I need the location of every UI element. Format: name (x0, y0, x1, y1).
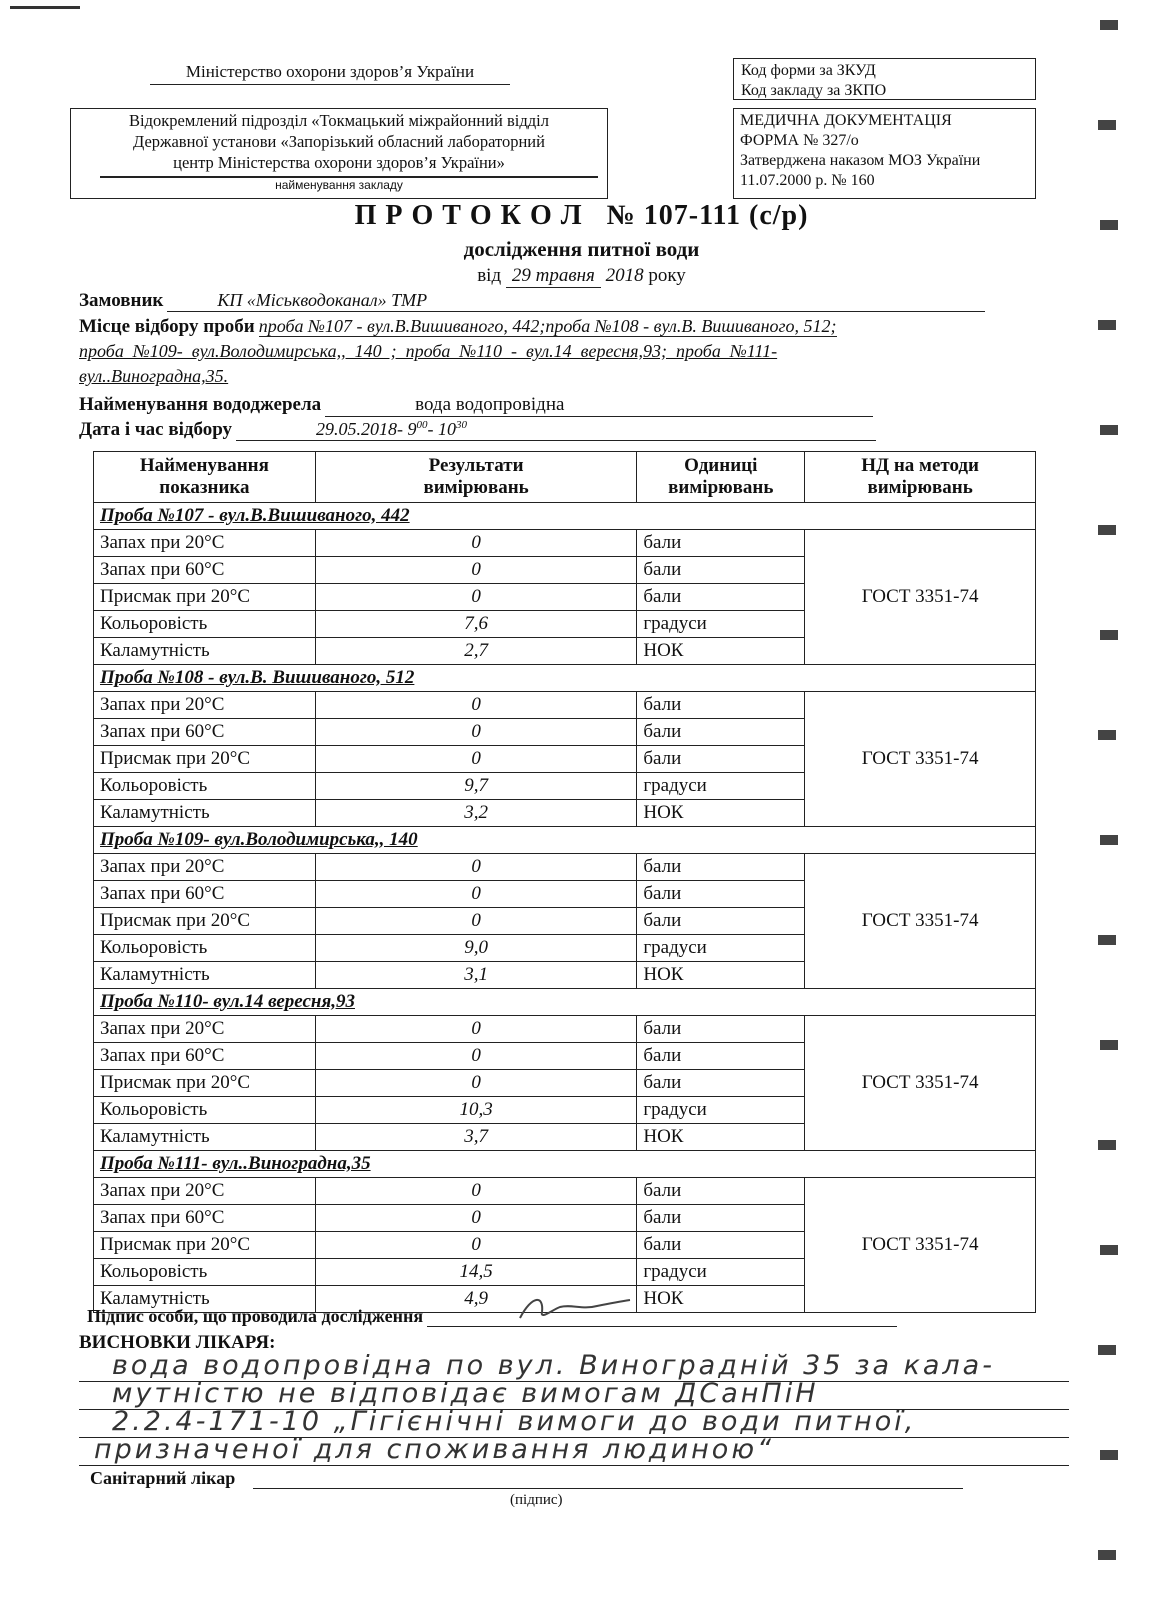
med-doc-line: 11.07.2000 р. № 160 (740, 172, 875, 189)
protocol-subtitle: дослідження питної води (463, 237, 700, 261)
measurement-unit: НОК (637, 1124, 805, 1151)
indicator-name: Каламутність (94, 638, 316, 665)
measurement-unit: бали (637, 854, 805, 881)
scan-edge-mark (1098, 935, 1116, 945)
indicator-name: Кольоровість (94, 773, 316, 800)
conclusion-line: вода водопровідна по вул. Виноградній 35 за кала- (112, 1350, 995, 1381)
table-row (94, 854, 1036, 881)
measurement-unit: бали (637, 692, 805, 719)
indicator-name: Запах при 60°С (94, 881, 316, 908)
customer-row (79, 290, 1039, 312)
measurement-result: 0 (315, 1016, 637, 1043)
sample-title: Проба №109- вул.Володимирська,, 140 (94, 827, 1036, 854)
handwritten-signature (512, 1290, 642, 1330)
measurement-result: 0 (315, 881, 637, 908)
measurement-unit: НОК (637, 800, 805, 827)
column-header (637, 452, 805, 503)
measurement-result: 0 (315, 908, 637, 935)
measurement-result: 0 (315, 719, 637, 746)
measurement-unit: бали (637, 530, 805, 557)
scan-edge-mark (1098, 1345, 1116, 1355)
measurement-unit: бали (637, 1205, 805, 1232)
results-table (93, 451, 1036, 1313)
measurement-unit: НОК (637, 1286, 805, 1313)
measurement-result: 2,7 (315, 638, 637, 665)
sampling-time-start: 9 (407, 419, 417, 439)
scan-edge-mark (1100, 220, 1118, 230)
date-prefix: від (477, 265, 502, 286)
sample-title-row (94, 1151, 1036, 1178)
sampling-time-start-minutes: 00 (416, 419, 428, 431)
measurement-result: 14,5 (315, 1259, 637, 1286)
measurement-result: 0 (315, 854, 637, 881)
measurement-result: 0 (315, 1178, 637, 1205)
sample-title: Проба №110- вул.14 вересня,93 (94, 989, 1036, 1016)
indicator-name: Каламутність (94, 1286, 316, 1313)
measurement-unit: градуси (637, 1097, 805, 1124)
table-row (94, 530, 1036, 557)
indicator-name: Запах при 20°С (94, 1016, 316, 1043)
scan-edge-mark (1100, 1040, 1118, 1050)
sample-title-row (94, 665, 1036, 692)
customer-value: КП «Міськводоканал» ТМР (167, 290, 985, 312)
sample-title-row (94, 827, 1036, 854)
measurement-result: 0 (315, 530, 637, 557)
method-standard: ГОСТ 3351-74 (805, 530, 1036, 665)
institution-name (70, 110, 608, 173)
measurement-result: 0 (315, 557, 637, 584)
column-header-line: показника (159, 477, 250, 498)
indicator-name: Каламутність (94, 800, 316, 827)
measurement-result: 0 (315, 1043, 637, 1070)
institution-line: Державної установи «Запорізький обласний лабораторний (133, 132, 545, 151)
protocol-date (0, 265, 1163, 288)
indicator-name: Запах при 20°С (94, 530, 316, 557)
institution-caption: найменування закладу (275, 178, 403, 192)
indicator-name: Запах при 60°С (94, 1043, 316, 1070)
sampling-time-end: - 10 (427, 419, 457, 439)
indicator-name: Запах при 20°С (94, 854, 316, 881)
sample-title: Проба №111- вул..Виноградна,35 (94, 1151, 1036, 1178)
signature-label: Підпис особи, що проводила дослідження (87, 1306, 424, 1326)
date-year: 2018 (605, 265, 644, 286)
measurement-unit: бали (637, 584, 805, 611)
indicator-name: Запах при 60°С (94, 557, 316, 584)
ministry-underline (150, 84, 510, 85)
scan-edge-mark (1098, 1550, 1116, 1560)
doctor-row (90, 1468, 963, 1489)
measurement-unit: бали (637, 881, 805, 908)
column-header (94, 452, 316, 503)
column-header-line: вимірювань (423, 477, 529, 498)
med-doc-line: МЕДИЧНА ДОКУМЕНТАЦІЯ (740, 112, 952, 129)
med-doc-line: Затверджена наказом МОЗ України (740, 152, 981, 169)
scan-edge-mark (1098, 730, 1116, 740)
scan-edge-mark (1098, 120, 1116, 130)
sampling-place-line: проба №107 - вул.В.Вишиваного, 442;проба №108 - вул.В. Вишиваного, 512; (258, 316, 837, 336)
measurement-unit: бали (637, 908, 805, 935)
table-row (94, 1016, 1036, 1043)
customer-label: Замовник (79, 290, 164, 311)
protocol-title: П Р О Т О К О Л № 107-111 (с/р) (354, 200, 809, 231)
measurement-result: 10,3 (315, 1097, 637, 1124)
scan-edge-mark (1100, 20, 1118, 30)
sample-title: Проба №108 - вул.В. Вишиваного, 512 (94, 665, 1036, 692)
column-header-line: Найменування (139, 455, 269, 476)
scan-mark (10, 6, 80, 9)
measurement-unit: бали (637, 1070, 805, 1097)
column-header-line: Результати (428, 455, 524, 476)
indicator-name: Присмак при 20°С (94, 1070, 316, 1097)
ministry-name: Міністерство охорони здоров’я України (185, 62, 475, 81)
sampling-place-line: вул..Виноградна,35. (79, 366, 229, 386)
medical-documentation-box (733, 108, 1036, 199)
table-row (94, 692, 1036, 719)
indicator-name: Кольоровість (94, 1097, 316, 1124)
measurement-result: 9,7 (315, 773, 637, 800)
sample-title-row (94, 989, 1036, 1016)
measurement-result: 3,7 (315, 1124, 637, 1151)
institution-line: центр Міністерства охорони здоров’я України» (173, 153, 505, 172)
conclusions-label: ВИСНОВКИ ЛІКАРЯ: (79, 1332, 276, 1353)
measurement-result: 0 (315, 1070, 637, 1097)
measurement-unit: бали (637, 719, 805, 746)
table-header-row (94, 452, 1036, 503)
water-source-row (79, 394, 1039, 417)
measurement-result: 3,1 (315, 962, 637, 989)
measurement-result: 7,6 (315, 611, 637, 638)
institution-line: Відокремлений підрозділ «Токмацький міжрайонний відділ (129, 111, 549, 130)
form-codes-box (733, 58, 1036, 100)
measurement-result: 4,9 (315, 1286, 637, 1313)
scan-edge-mark (1100, 1245, 1118, 1255)
doctor-signature-line (253, 1470, 963, 1489)
date-suffix: року (648, 265, 686, 286)
sampling-time-label: Дата і час відбору (79, 419, 233, 440)
column-header (315, 452, 637, 503)
sampling-time-row (79, 419, 1039, 441)
scan-edge-mark (1100, 425, 1118, 435)
water-source-value: вода водопровідна (325, 394, 873, 417)
date-day-month: 29 травня (506, 265, 601, 288)
measurement-unit: градуси (637, 935, 805, 962)
method-standard: ГОСТ 3351-74 (805, 854, 1036, 989)
form-code-zkpo: Код закладу за ЗКПО (741, 82, 887, 99)
indicator-name: Кольоровість (94, 935, 316, 962)
measurement-result: 0 (315, 1205, 637, 1232)
water-source-label: Найменування вододжерела (79, 394, 322, 415)
indicator-name: Присмак при 20°С (94, 746, 316, 773)
sample-title-row (94, 503, 1036, 530)
indicator-name: Кольоровість (94, 1259, 316, 1286)
measurement-unit: бали (637, 1178, 805, 1205)
measurement-unit: бали (637, 746, 805, 773)
method-standard: ГОСТ 3351-74 (805, 1016, 1036, 1151)
indicator-name: Запах при 60°С (94, 719, 316, 746)
column-header-line: вимірювань (867, 477, 973, 498)
measurement-unit: градуси (637, 1259, 805, 1286)
measurement-unit: НОК (637, 638, 805, 665)
conclusion-rule (79, 1465, 1069, 1466)
signature-caption: (підпис) (510, 1492, 563, 1508)
measurement-result: 0 (315, 692, 637, 719)
indicator-name: Каламутність (94, 1124, 316, 1151)
measurement-unit: бали (637, 1016, 805, 1043)
measurement-unit: градуси (637, 611, 805, 638)
sample-title: Проба №107 - вул.В.Вишиваного, 442 (94, 503, 1036, 530)
measurement-result: 3,2 (315, 800, 637, 827)
conclusion-line: мутністю не відповідає вимогам ДСанПіН (112, 1378, 819, 1409)
method-standard: ГОСТ 3351-74 (805, 1178, 1036, 1313)
column-header-line: НД на методи (861, 455, 979, 476)
scan-edge-mark (1100, 835, 1118, 845)
conclusion-line: призначеної для споживання людиною“ (94, 1434, 775, 1465)
measurement-result: 9,0 (315, 935, 637, 962)
indicator-name: Присмак при 20°С (94, 908, 316, 935)
indicator-name: Присмак при 20°С (94, 1232, 316, 1259)
med-doc-line: ФОРМА № 327/о (740, 132, 859, 149)
sampling-date: 29.05.2018 (316, 419, 398, 439)
table-row (94, 1178, 1036, 1205)
researcher-signature-row (87, 1306, 897, 1327)
sampling-place-label: Місце відбору проби (79, 316, 255, 337)
sampling-time-value: 29.05.2018- $9^{00}-$ $10^{30}$ (236, 419, 876, 441)
method-standard: ГОСТ 3351-74 (805, 692, 1036, 827)
sampling-place-row (79, 316, 1039, 338)
conclusion-line: 2.2.4-171-10 „Гігієнічні вимоги до води питної, (112, 1406, 917, 1437)
doctor-label: Санітарний лікар (90, 1468, 236, 1488)
sampling-time-end-minutes: 30 (456, 419, 468, 431)
scan-edge-mark (1098, 1140, 1116, 1150)
scan-edge-mark (1098, 320, 1116, 330)
form-code-zkud: Код форми за ЗКУД (741, 62, 876, 79)
scan-edge-mark (1100, 630, 1118, 640)
measurement-unit: градуси (637, 773, 805, 800)
measurement-unit: бали (637, 1232, 805, 1259)
measurement-unit: бали (637, 557, 805, 584)
indicator-name: Запах при 60°С (94, 1205, 316, 1232)
indicator-name: Запах при 20°С (94, 1178, 316, 1205)
signature-line (427, 1308, 897, 1327)
scan-edge-mark (1098, 525, 1116, 535)
column-header (805, 452, 1036, 503)
indicator-name: Каламутність (94, 962, 316, 989)
column-header-line: вимірювань (668, 477, 774, 498)
indicator-name: Кольоровість (94, 611, 316, 638)
measurement-unit: НОК (637, 962, 805, 989)
measurement-result: 0 (315, 1232, 637, 1259)
indicator-name: Запах при 20°С (94, 692, 316, 719)
scan-edge-mark (1100, 1450, 1118, 1460)
sampling-place-line: проба №109- вул.Володимирська,, 140 ; проба №110 - вул.14 вересня,93; проба №111- (79, 341, 778, 361)
measurement-result: 0 (315, 746, 637, 773)
column-header-line: Одиниці (684, 455, 758, 476)
indicator-name: Присмак при 20°С (94, 584, 316, 611)
measurement-result: 0 (315, 584, 637, 611)
measurement-unit: бали (637, 1043, 805, 1070)
